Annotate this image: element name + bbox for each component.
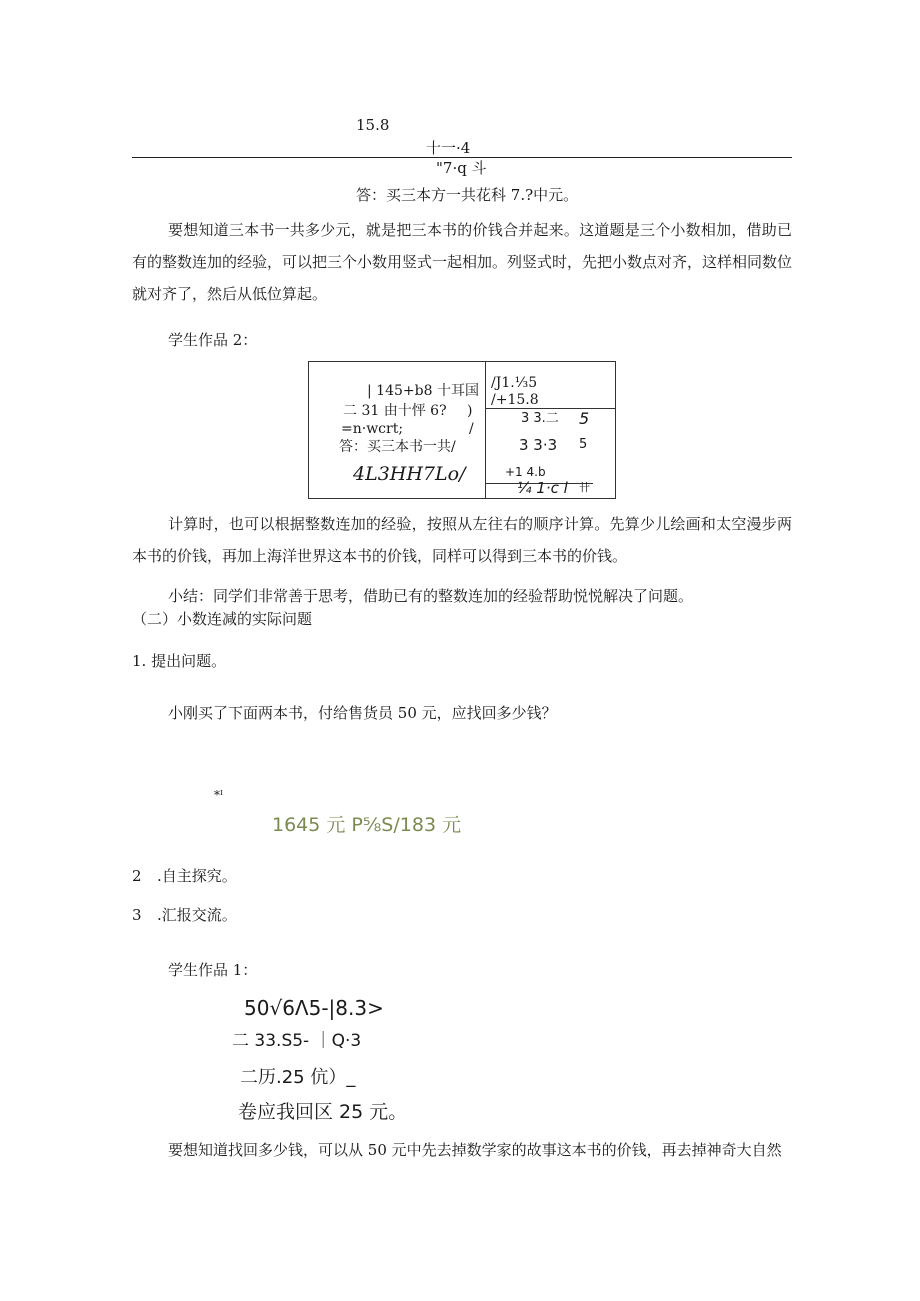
box-left-line2a: 二 31 由十怦 6? <box>343 403 447 419</box>
box-right-line3a: 3 3.二 <box>521 411 559 426</box>
box-left-line1: | 145+b8 十耳国 <box>367 383 479 399</box>
student-work-1-label: 学生作品 1： <box>168 961 258 979</box>
box-right-line2: /+15.8 <box>491 392 539 408</box>
box-right-line5: +1 4.b <box>505 465 546 479</box>
step-2-text: .自主探究。 <box>157 867 237 885</box>
box-left-line5: 4L3HH7Lo/ <box>353 463 466 485</box>
calc-line-2: 二 33.S5- ｜Q·3 <box>232 1031 362 1051</box>
paragraph-1: 要想知道三本书一共多少元，就是把三本书的价钱合并起来。这道题是三个小数相加，借助已有的整数连加的经验，可以把三个小数用竖式一起相加。列竖式时，先把小数点对齐，这样相同数位就对齐了，然后从低位算起。 <box>132 221 793 303</box>
box-left-line3b: / <box>469 421 474 437</box>
step-3-number: 3 <box>132 906 142 924</box>
step-1: 1. 提出问题。 <box>132 652 227 670</box>
step-2-number: 2 <box>132 867 142 885</box>
box-left-line4: 答：买三本书一共/ <box>339 439 456 455</box>
step-3-text: .汇报交流。 <box>157 906 237 924</box>
box-right-line6b: 卄 <box>579 481 590 494</box>
summary: 小结：同学们非常善于思考，借助已有的整数连加的经验帮助悦悦解决了问题。 <box>168 587 694 605</box>
question: 小刚买了下面两本书，付给售货员 50 元，应找回多少钱？ <box>168 704 557 722</box>
calc-line-3: 二历.25 伉）_ <box>240 1067 356 1088</box>
box-right-line6a: ¼ 1·c l <box>517 479 568 497</box>
section-2-title: （二）小数连减的实际问题 <box>132 610 313 628</box>
work1-answer: 答：买三本方一共花科 7.?中元。 <box>356 186 579 204</box>
student-work-2-box <box>308 361 616 499</box>
paragraph-2: 计算时，也可以根据整数连加的经验，按照从左往右的顺序计算。先算少儿绘画和太空漫步两本书的价钱，再加上海洋世界这本书的价钱，同样可以得到三本书的价钱。 <box>132 515 792 565</box>
calc-line-4: 卷应我回区 25 元。 <box>238 1101 408 1123</box>
box-right-line4b: 5 <box>579 437 588 452</box>
paragraph-3: 要想知道找回多少钱，可以从 50 元中先去掉数学家的故事这本书的价钱，再去掉神奇大自然 <box>168 1141 782 1159</box>
calc-line-1: 50√6Λ5-|8.3> <box>244 996 384 1020</box>
image-mark: *ᴵ <box>214 788 223 802</box>
box-left-line3a: =n·wcrt; <box>341 421 404 437</box>
student-work-2-label: 学生作品 2： <box>168 331 258 349</box>
work1-line1: 15.8 <box>356 116 390 134</box>
box-divider-vertical <box>485 362 486 498</box>
box-right-line3b: 5 <box>579 409 590 428</box>
work1-line2: 十一·4 <box>426 139 471 157</box>
work1-line3: "7·q 斗 <box>436 159 487 177</box>
box-right-line4a: 3 3·3 <box>519 436 558 454</box>
box-right-line1: /J1.⅓5 <box>491 375 538 391</box>
book-prices: 1645 元 P⅝S/183 元 <box>272 814 462 836</box>
box-left-line2b: ) <box>467 403 473 419</box>
